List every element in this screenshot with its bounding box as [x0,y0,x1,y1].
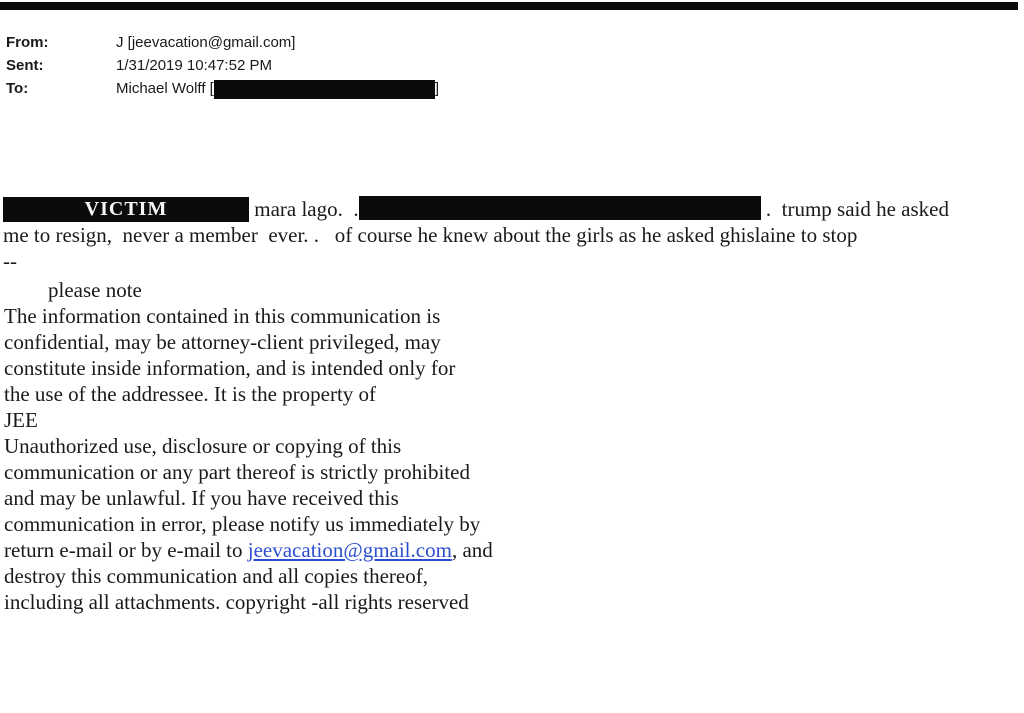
disclaimer-line: the use of the addressee. It is the property of [4,382,377,406]
to-value-suffix: ] [434,80,439,97]
email-body [3,196,1018,274]
to-redaction-bar [214,80,435,99]
disclaimer-line: JEE [4,408,38,432]
body-line-1 [3,196,1018,222]
from-label: From: [6,34,49,51]
body-line-2: me to resign, never a member ever. . of course he knew about the girls as he asked ghislaine to stop [3,223,858,247]
body-line1-text-b: . trump said he asked [760,197,949,221]
link-line-post: , and [451,538,493,562]
disclaimer-line: including all attachments. copyright -all rights reserved [4,590,469,614]
email-header [6,31,439,100]
link-line-pre: return e-mail or by e-mail to [4,538,248,562]
disclaimer-line: please note [48,278,142,302]
disclaimer-line: constitute inside information, and is intended only for [4,356,456,380]
header-row-to [6,77,439,100]
header-row-sent [6,54,439,77]
disclaimer-line: communication or any part thereof is strictly prohibited [4,460,470,484]
body-separator: -- [3,249,17,273]
disclaimer-line: and may be unlawful. If you have received this [4,486,399,510]
to-value-prefix: Michael Wolff [ [116,80,214,97]
disclaimer-block [4,277,564,615]
email-address-link[interactable]: jeevacation@gmail.com [247,538,452,562]
top-redaction-bar [0,2,1018,10]
sent-value: 1/31/2019 10:47:52 PM [116,57,272,74]
body-line1-text-a: mara lago. . [249,197,359,221]
wide-redaction-bar [359,196,761,220]
victim-redaction-bar: VICTIM [3,197,249,222]
sent-label: Sent: [6,57,44,74]
from-value: J [jeevacation@gmail.com] [116,34,296,51]
disclaimer-line: destroy this communication and all copies thereof, [4,564,428,588]
disclaimer-link-line [4,537,564,563]
header-row-from [6,31,439,54]
disclaimer-line: confidential, may be attorney-client privileged, may [4,330,441,354]
disclaimer-line: communication in error, please notify us immediately by [4,512,481,536]
to-value [116,77,439,100]
disclaimer-line: The information contained in this communication is [4,304,441,328]
disclaimer-line: Unauthorized use, disclosure or copying of this [4,434,402,458]
to-label: To: [6,80,29,97]
